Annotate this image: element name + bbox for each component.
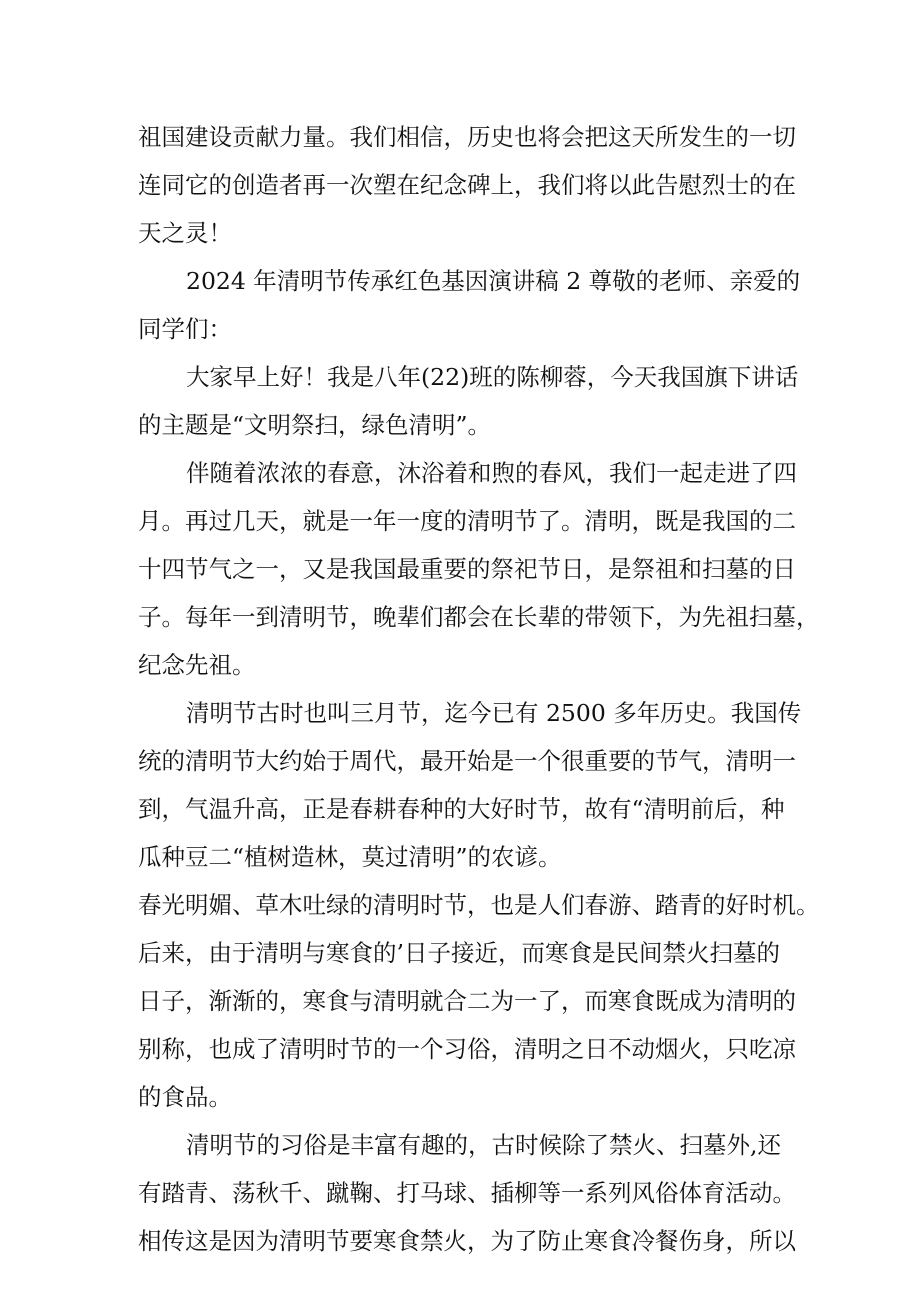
- text-line: 十四节气之一，又是我国最重要的祭祀节日，是祭祖和扫墓的日: [138, 555, 796, 583]
- text-line: 清明节的习俗是丰富有趣的，古时候除了禁火、扫墓外,还: [186, 1131, 781, 1159]
- text-line: 天之灵！: [138, 219, 232, 247]
- text-line: 清明节古时也叫三月节，迄今已有 2500 多年历史。我国传: [186, 699, 802, 727]
- text-line: 纪念先祖。: [138, 651, 256, 679]
- text-line: 瓜种豆二“植树造林，莫过清明”的农谚。: [138, 843, 562, 871]
- text-line: 相传这是因为清明节要寒食禁火，为了防止寒食冷餐伤身，所以: [138, 1227, 796, 1255]
- text-line: 月。再过几天，就是一年一度的清明节了。清明，既是我国的二: [138, 507, 796, 535]
- text-line: 春光明媚、草木吐绿的清明时节，也是人们春游、踏青的好时机。: [138, 891, 820, 919]
- text-line: 祖国建设贡献力量。我们相信，历史也将会把这天所发生的一切: [138, 123, 796, 151]
- text-line: 别称，也成了清明时节的一个习俗，清明之日不动烟火，只吃凉: [138, 1035, 796, 1063]
- text-line: 连同它的创造者再一次塑在纪念碑上，我们将以此告慰烈士的在: [138, 171, 796, 199]
- text-line: 的主题是“文明祭扫，绿色清明”。: [138, 411, 492, 439]
- text-line: 后来，由于清明与寒食的’日子接近，而寒食是民间禁火扫墓的: [138, 939, 780, 967]
- text-line: 子。每年一到清明节，晚辈们都会在长辈的带领下，为先祖扫墓，: [138, 603, 820, 631]
- text-line: 统的清明节大约始于周代，最开始是一个很重要的节气，清明一: [138, 747, 796, 775]
- text-line: 2024 年清明节传承红色基因演讲稿 2 尊敬的老师、亲爱的: [186, 267, 801, 295]
- text-line: 伴随着浓浓的春意，沐浴着和煦的春风，我们一起走进了四: [186, 459, 797, 487]
- text-line: 有踏青、荡秋千、蹴鞠、打马球、插柳等一系列风俗体育活动。: [138, 1179, 796, 1207]
- text-line: 到，气温升高，正是春耕春种的大好时节，故有“清明前后，种: [138, 795, 785, 823]
- text-line: 日子，渐渐的，寒食与清明就合二为一了，而寒食既成为清明的: [138, 987, 796, 1015]
- text-line: 大家早上好！我是八年(22)班的陈柳蓉，今天我国旗下讲话: [186, 363, 799, 391]
- text-line: 同学们：: [138, 315, 232, 343]
- text-line: 的食品。: [138, 1083, 232, 1111]
